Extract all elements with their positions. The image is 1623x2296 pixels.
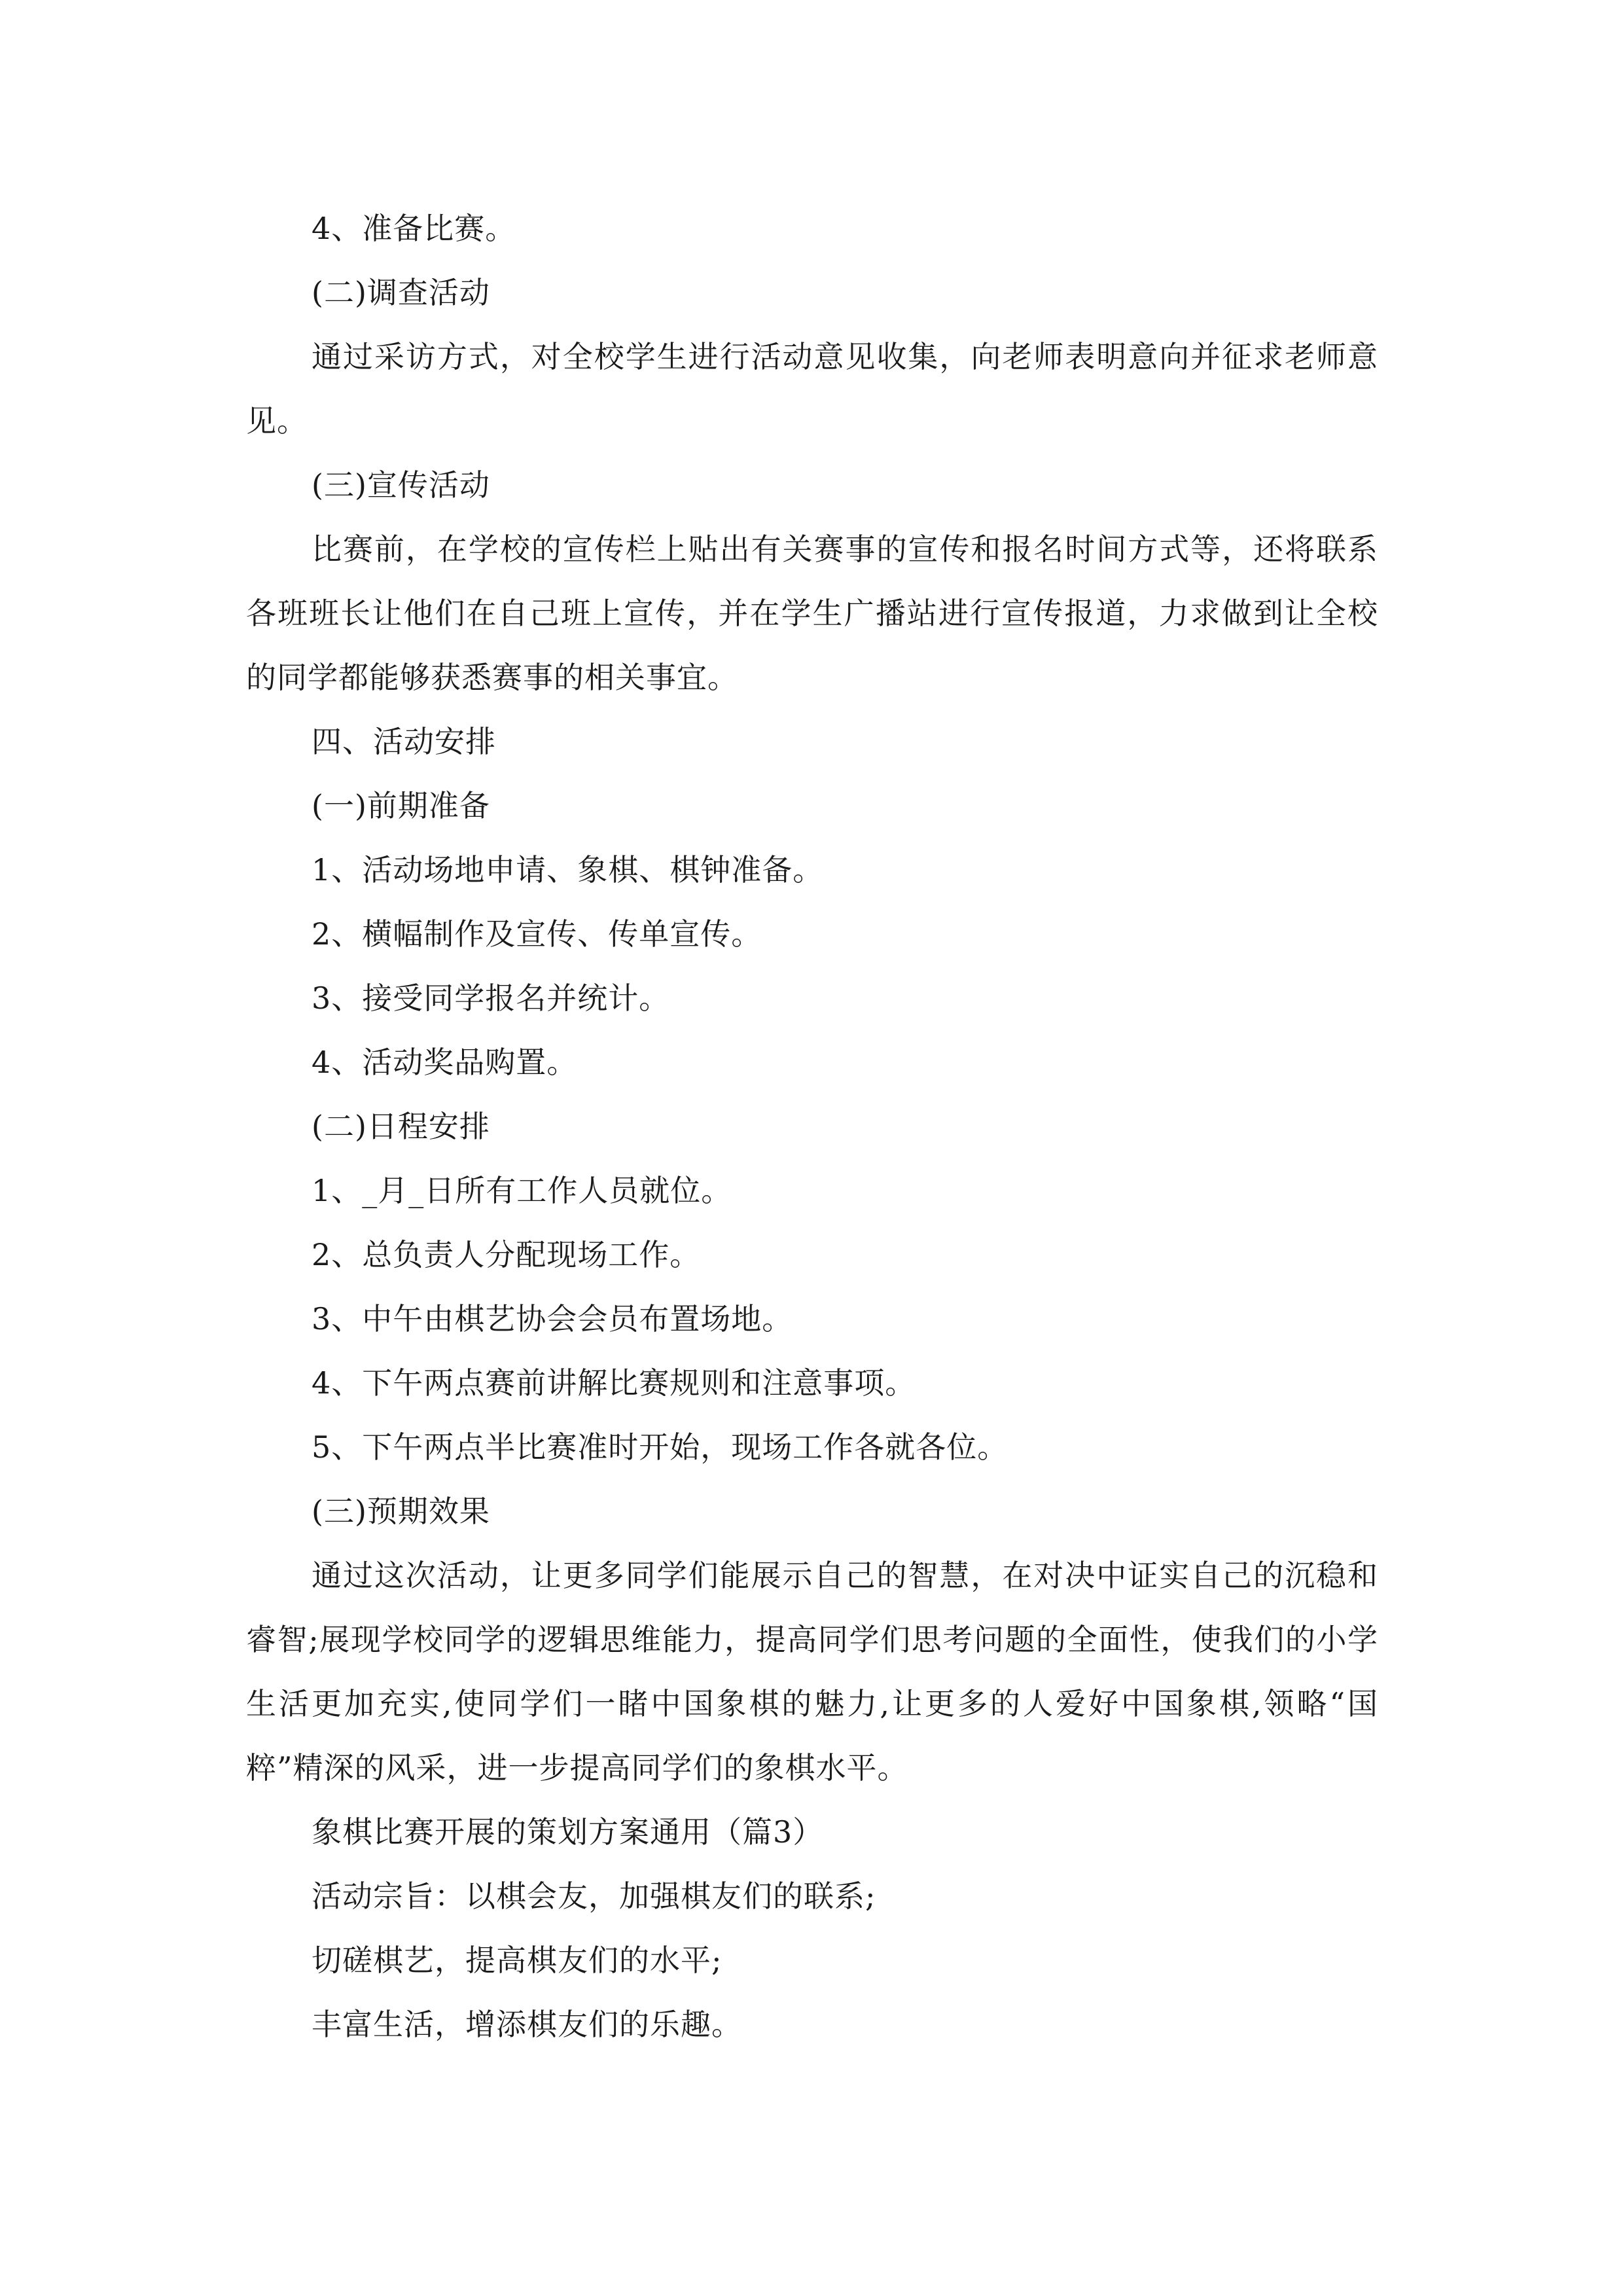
body-paragraph: 活动宗旨：以棋会友，加强棋友们的联系; (312, 1878, 876, 1914)
list-item: 4、下午两点赛前讲解比赛规则和注意事项。 (312, 1365, 916, 1401)
list-item: 2、总负责人分配现场工作。 (312, 1237, 701, 1272)
body-paragraph: 通过这次活动，让更多同学们能展示自己的智慧，在对决中证实自己的沉稳和睿智;展现学校同学的逻辑思维能力，提高同学们思考问题的全面性，使我们的小学生活更加充实,使同学们一睹中国象棋的魅力,让更多的人爱好中国象棋,领略“国粹”精深的风采，进一步提高同学们的象棋水平。 (246, 1558, 1378, 1785)
section-heading: (一)前期准备 (312, 788, 490, 823)
body-paragraph: 通过采访方式，对全校学生进行活动意见收集，向老师表明意向并征求老师意见。 (246, 339, 1378, 439)
list-item: 1、活动场地申请、象棋、棋钟准备。 (312, 852, 824, 888)
body-paragraph: 切磋棋艺，提高棋友们的水平; (312, 1943, 722, 1978)
section-heading: (三)宣传活动 (312, 467, 490, 503)
document-body (246, 196, 1378, 2056)
list-item: 5、下午两点半比赛准时开始，现场工作各就各位。 (312, 1429, 1008, 1465)
list-item: 4、准备比赛。 (312, 211, 516, 246)
list-item: 3、中午由棋艺协会会员布置场地。 (312, 1301, 793, 1336)
list-item: 1、_月_日所有工作人员就位。 (312, 1173, 732, 1208)
body-paragraph: 丰富生活，增添棋友们的乐趣。 (312, 2007, 742, 2042)
section-heading: (二)调查活动 (312, 275, 490, 310)
chapter-heading: 四、活动安排 (312, 724, 496, 759)
section-heading: (二)日程安排 (312, 1109, 490, 1144)
list-item: 3、接受同学报名并统计。 (312, 980, 670, 1016)
article-title: 象棋比赛开展的策划方案通用（篇3） (312, 1814, 824, 1850)
body-paragraph: 比赛前，在学校的宣传栏上贴出有关赛事的宣传和报名时间方式等，还将联系各班班长让他们在自己班上宣传，并在学生广播站进行宣传报道，力求做到让全校的同学都能够获悉赛事的相关事宜。 (246, 531, 1378, 695)
list-item: 2、横幅制作及宣传、传单宣传。 (312, 916, 762, 952)
list-item: 4、活动奖品购置。 (312, 1045, 578, 1080)
section-heading: (三)预期效果 (312, 1494, 490, 1529)
